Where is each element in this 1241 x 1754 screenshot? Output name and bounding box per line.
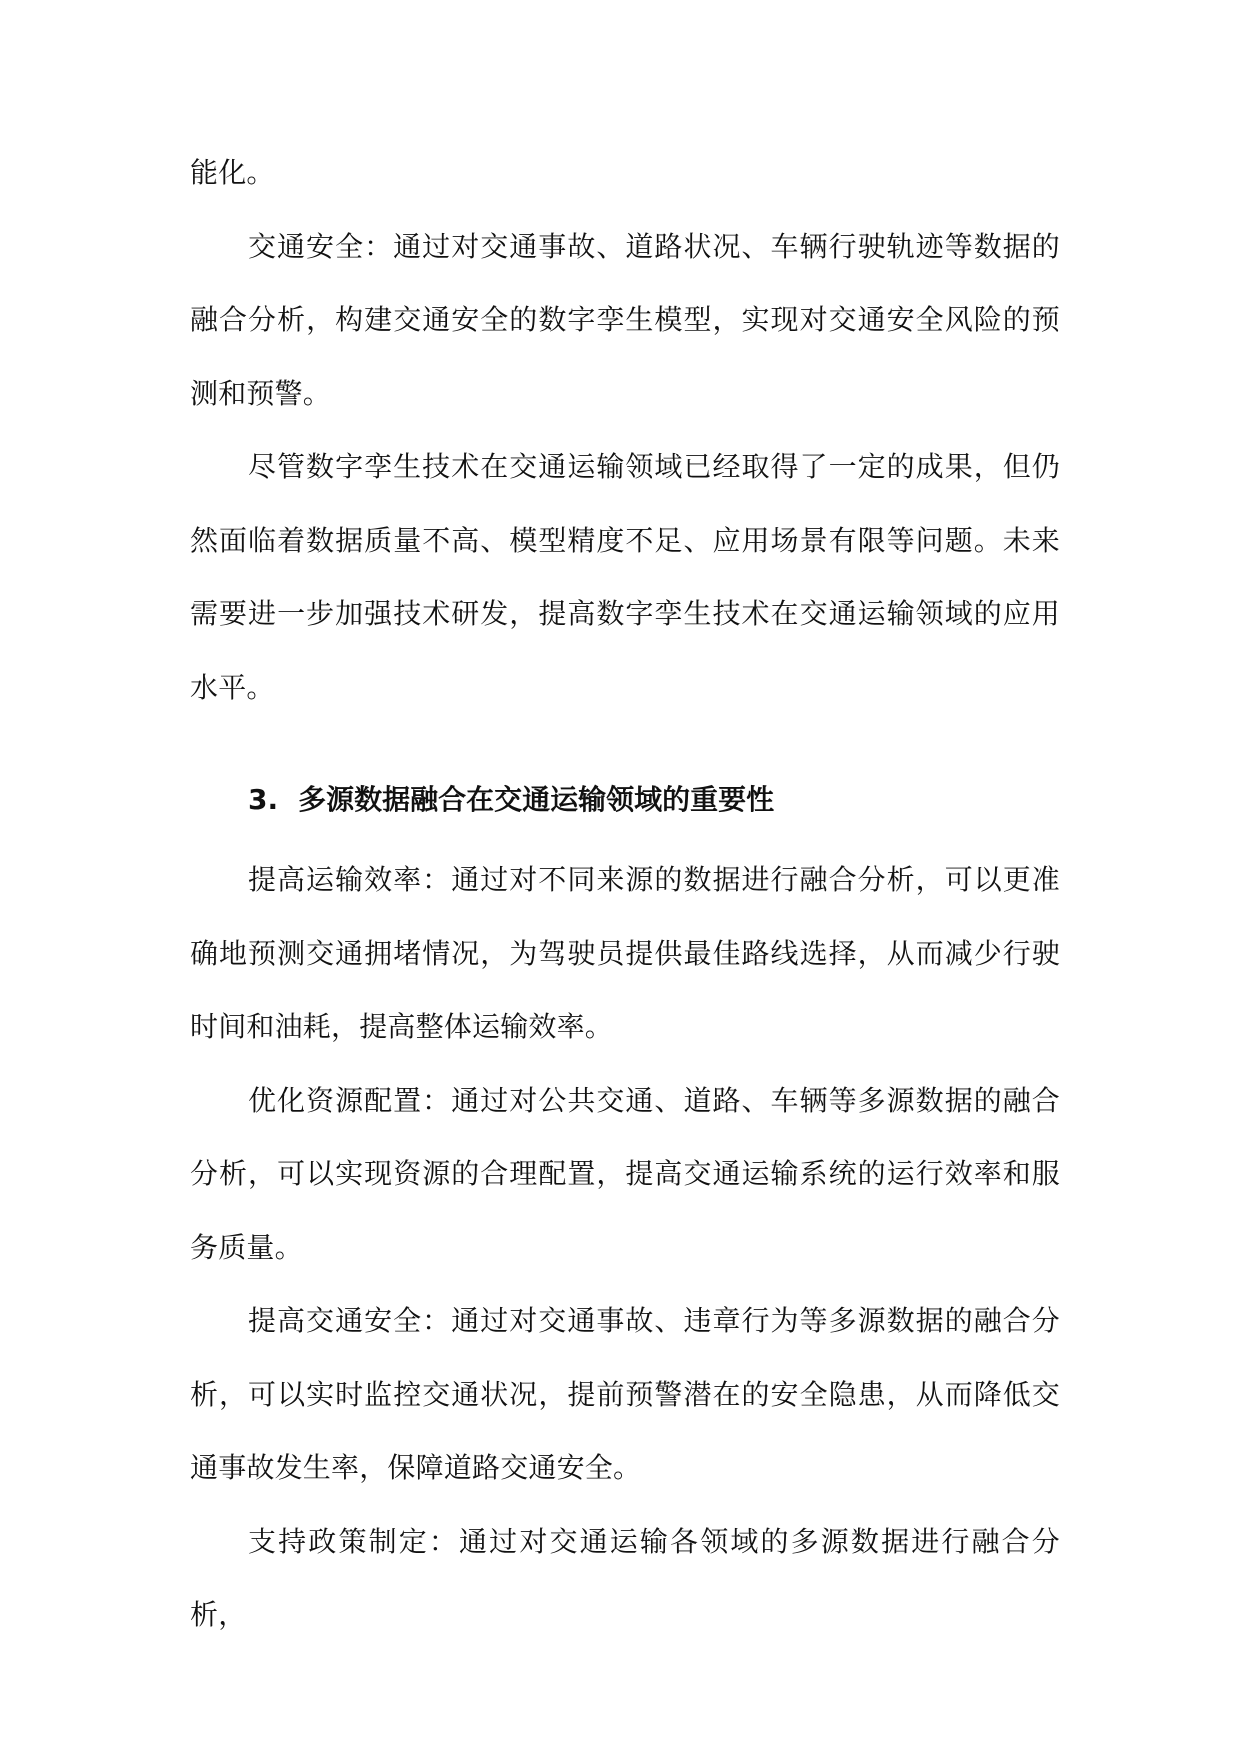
paragraph-policy: 支持政策制定：通过对交通运输各领域的多源数据进行融合分析， <box>190 1524 1060 1631</box>
section-title: 多源数据融合在交通运输领域的重要性 <box>298 783 775 816</box>
paragraph-traffic-safety: 交通安全：通过对交通事故、道路状况、车辆行驶轨迹等数据的融合分析，构建交通安全的数字孪生模型，实现对交通安全风险的预测和预警。 <box>190 229 1060 410</box>
section-heading <box>248 780 774 820</box>
paragraph-summary: 尽管数字孪生技术在交通运输领域已经取得了一定的成果，但仍然面临着数据质量不高、模型精度不足、应用场景有限等问题。未来需要进一步加强技术研发，提高数字孪生技术在交通运输领域的应用水平。 <box>190 450 1060 704</box>
paragraph-efficiency: 提高运输效率：通过对不同来源的数据进行融合分析，可以更准确地预测交通拥堵情况，为驾驶员提供最佳路线选择，从而减少行驶时间和油耗，提高整体运输效率。 <box>190 863 1060 1043</box>
paragraph-resources: 优化资源配置：通过对公共交通、道路、车辆等多源数据的融合分析，可以实现资源的合理配置，提高交通运输系统的运行效率和服务质量。 <box>190 1083 1060 1264</box>
body-text-upper <box>190 136 1060 724</box>
body-text-lower <box>190 843 1060 1652</box>
paragraph-safety: 提高交通安全：通过对交通事故、违章行为等多源数据的融合分析，可以实时监控交通状况，提前预警潜在的安全隐患，从而降低交通事故发生率，保障道路交通安全。 <box>190 1304 1060 1484</box>
section-number: 3. <box>248 783 279 816</box>
paragraph-continuation: 能化。 <box>190 156 275 189</box>
